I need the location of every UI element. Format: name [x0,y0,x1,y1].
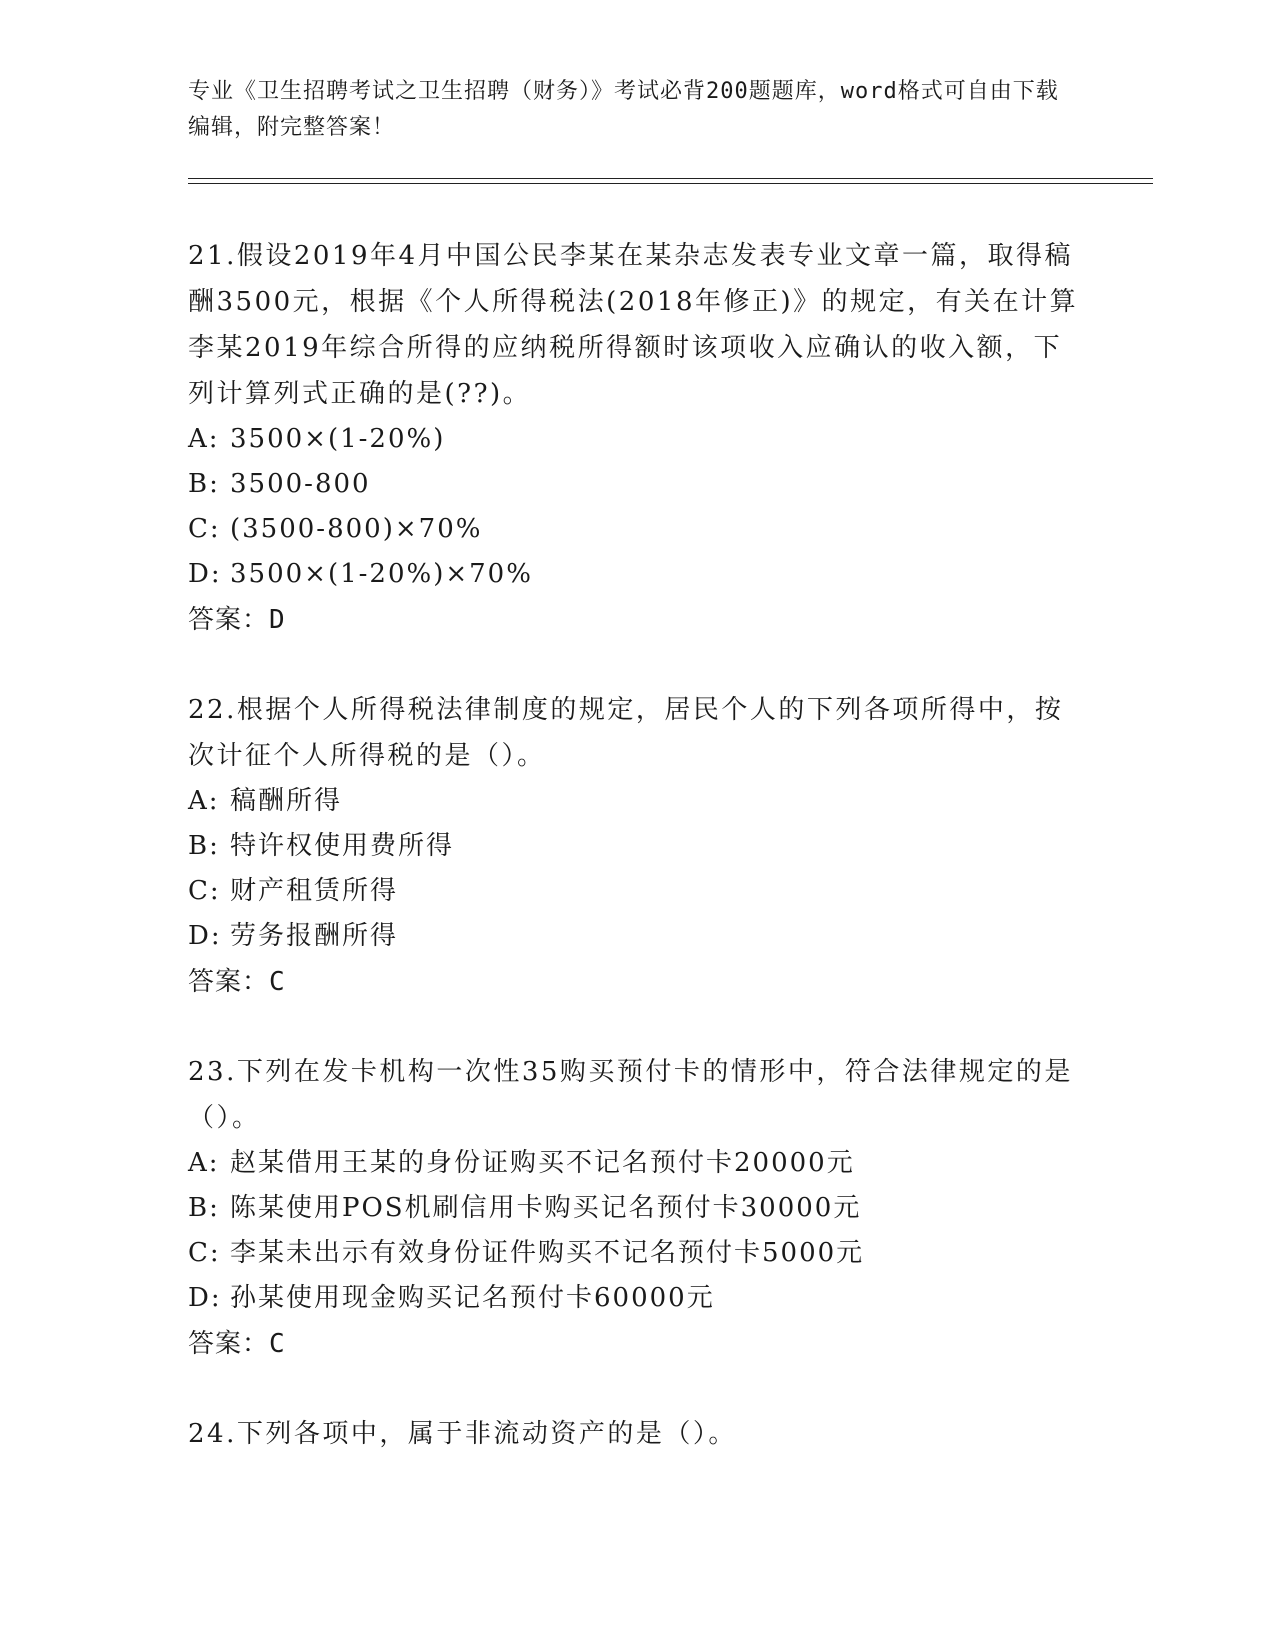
option-d [188,552,1088,597]
answer-value: D [269,605,286,635]
option-text: 3500×(1-20%)×70% [230,559,533,589]
option-b [188,824,1088,869]
option-label: A: [188,424,220,454]
option-d [188,1276,1088,1321]
answer-line [188,1321,1088,1367]
option-c [188,507,1088,552]
question-23 [188,1049,1088,1367]
option-label: D: [188,921,222,951]
answer-value: C [269,1329,286,1359]
question-stem: 24.下列各项中，属于非流动资产的是（）。 [188,1419,737,1449]
option-text: (3500-800)×70% [230,514,483,544]
answer-prefix: 答案： [188,605,270,635]
option-text: 劳务报酬所得 [230,921,399,951]
option-label: A: [188,1148,220,1178]
option-a [188,1141,1088,1186]
option-text: 3500×(1-20%) [230,424,446,454]
header-text: 专业《卫生招聘考试之卫生招聘（财务）》考试必背200题题库，word格式可自由下载编辑，附完整答案！ [188,79,1059,140]
answer-prefix: 答案： [188,967,270,997]
option-label: B: [188,831,220,861]
option-label: C: [188,1238,221,1268]
option-text: 李某未出示有效身份证件购买不记名预付卡5000元 [230,1238,865,1268]
option-d [188,914,1088,959]
option-b [188,1186,1088,1231]
option-c [188,1231,1088,1276]
option-text: 孙某使用现金购买记名预付卡60000元 [230,1283,715,1313]
question-24 [188,1411,1088,1457]
header-divider-bottom [188,183,1153,184]
question-list [188,233,1088,1501]
option-a [188,779,1088,824]
option-text: 财产租赁所得 [230,876,399,906]
option-text: 赵某借用王某的身份证购买不记名预付卡20000元 [230,1148,855,1178]
option-a [188,417,1088,462]
question-stem: 23.下列在发卡机构一次性35购买预付卡的情形中，符合法律规定的是（）。 [188,1057,1073,1133]
option-label: A: [188,786,220,816]
document-header [188,74,1068,146]
option-label: B: [188,1193,220,1223]
option-label: B: [188,469,220,499]
question-stem: 21.假设2019年4月中国公民李某在某杂志发表专业文章一篇，取得稿酬3500元，根据《个人所得税法(2018年修正)》的规定，有关在计算李某2019年综合所得的应纳税所得额时该项收入应确认的收入额，下列计算列式正确的是(??)。 [188,241,1079,409]
question-22 [188,687,1088,1005]
option-label: C: [188,514,221,544]
question-21 [188,233,1088,643]
option-c [188,869,1088,914]
option-text: 3500-800 [230,469,371,499]
answer-prefix: 答案： [188,1329,270,1359]
question-stem: 22.根据个人所得税法律制度的规定，居民个人的下列各项所得中，按次计征个人所得税的是（）。 [188,695,1064,771]
option-b [188,462,1088,507]
option-label: C: [188,876,221,906]
option-text: 特许权使用费所得 [230,831,455,861]
option-label: D: [188,559,222,589]
option-label: D: [188,1283,222,1313]
option-text: 稿酬所得 [230,786,343,816]
answer-line [188,597,1088,643]
header-divider-top [188,178,1153,179]
answer-value: C [269,967,286,997]
option-text: 陈某使用POS机刷信用卡购买记名预付卡30000元 [230,1193,862,1223]
answer-line [188,959,1088,1005]
